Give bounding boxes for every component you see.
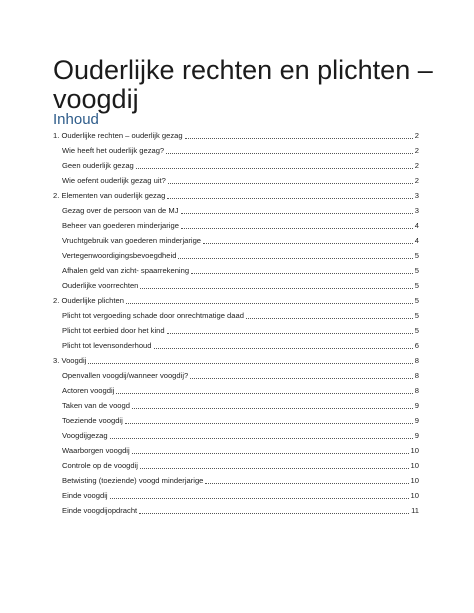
toc-dot-leader: [178, 258, 412, 259]
toc-entry-text: Vertegenwoordigingsbevoegdheid: [62, 251, 177, 260]
toc-dot-leader: [139, 513, 409, 514]
toc-entry-text: Geen ouderlijk gezag: [62, 161, 134, 170]
toc-dot-leader: [110, 438, 413, 439]
toc-dot-leader: [110, 498, 409, 499]
toc-dot-leader: [203, 243, 413, 244]
toc-entry-text: 2. Elementen van ouderlijk gezag: [53, 191, 166, 200]
toc-dot-leader: [181, 213, 413, 214]
toc-entry[interactable]: [53, 427, 419, 441]
toc-entry[interactable]: [53, 352, 419, 366]
toc-entry[interactable]: [53, 292, 419, 306]
toc-page-number: 8: [414, 356, 419, 365]
toc-entry[interactable]: [53, 322, 419, 336]
toc-entry-text: Wie oefent ouderlijk gezag uit?: [62, 176, 166, 185]
toc-entry[interactable]: [53, 157, 419, 171]
toc-entry[interactable]: [53, 247, 419, 261]
toc-dot-leader: [126, 303, 413, 304]
toc-entry-text: Ouderlijke voorrechten: [62, 281, 139, 290]
toc-dot-leader: [116, 393, 412, 394]
toc-entry[interactable]: [53, 367, 419, 381]
toc-page-number: 11: [411, 506, 419, 515]
toc-dot-leader: [88, 363, 412, 364]
toc-entry[interactable]: [53, 202, 419, 216]
toc-entry-text: Plicht tot levensonderhoud: [62, 341, 152, 350]
toc-entry[interactable]: [53, 397, 419, 411]
toc-dot-leader: [191, 273, 413, 274]
toc-page-number: 5: [414, 266, 419, 275]
toc-entry[interactable]: [53, 307, 419, 321]
toc-entry-text: Betwisting (toeziende) voogd minderjarige: [62, 476, 204, 485]
toc-entry-text: Toeziende voogdij: [62, 416, 123, 425]
toc-dot-leader: [140, 468, 409, 469]
toc-dot-leader: [168, 183, 413, 184]
toc-dot-leader: [154, 348, 413, 349]
toc-entry-text: Taken van de voogd: [62, 401, 130, 410]
toc-dot-leader: [185, 138, 413, 139]
toc-page-number: 3: [414, 191, 419, 200]
toc-entry[interactable]: [53, 442, 419, 456]
toc-page-number: 10: [410, 491, 419, 500]
toc-entry-text: Plicht tot eerbied door het kind: [62, 326, 165, 335]
toc-entry-text: Gezag over de persoon van de MJ: [62, 206, 179, 215]
toc-page-number: 5: [414, 281, 419, 290]
toc-dot-leader: [125, 423, 413, 424]
toc-entry-text: Einde voogdij: [62, 491, 108, 500]
toc-page-number: 2: [414, 131, 419, 140]
toc-dot-leader: [205, 483, 408, 484]
toc-entry[interactable]: [53, 457, 419, 471]
toc-entry[interactable]: [53, 277, 419, 291]
toc-entry[interactable]: [53, 187, 419, 201]
toc-page-number: 9: [414, 431, 419, 440]
toc-page-number: 5: [414, 311, 419, 320]
toc-entry-text: 3. Voogdij: [53, 356, 87, 365]
toc-entry-text: 2. Ouderlijke plichten: [53, 296, 124, 305]
toc-dot-leader: [167, 333, 413, 334]
toc-page-number: 2: [414, 161, 419, 170]
toc-entry-text: 1. Ouderlijke rechten – ouderlijk gezag: [53, 131, 183, 140]
toc-entry[interactable]: [53, 217, 419, 231]
toc-entry[interactable]: [53, 142, 419, 156]
toc-entry[interactable]: [53, 502, 419, 516]
toc-page-number: 5: [414, 251, 419, 260]
toc-entry-text: Einde voogdijopdracht: [62, 506, 138, 515]
toc-dot-leader: [166, 153, 413, 154]
toc-entry-text: Beheer van goederen minderjarige: [62, 221, 179, 230]
toc-dot-leader: [140, 288, 412, 289]
toc-entry-text: Actoren voogdij: [62, 386, 115, 395]
toc-page-number: 9: [414, 401, 419, 410]
toc-page-number: 3: [414, 206, 419, 215]
toc-entry[interactable]: [53, 382, 419, 396]
toc-entry[interactable]: [53, 262, 419, 276]
toc-dot-leader: [136, 168, 413, 169]
toc-dot-leader: [132, 453, 409, 454]
toc-page-number: 8: [414, 386, 419, 395]
toc-page-number: 10: [410, 446, 419, 455]
toc-entry[interactable]: [53, 472, 419, 486]
toc-page-number: 10: [410, 461, 419, 470]
toc-entry[interactable]: [53, 487, 419, 501]
toc-dot-leader: [181, 228, 413, 229]
toc-entry-text: Plicht tot vergoeding schade door onrechtmatige daad: [62, 311, 244, 320]
toc-entry-text: Vruchtgebruik van goederen minderjarige: [62, 236, 202, 245]
toc-heading: Inhoud: [53, 111, 99, 128]
toc-entry-text: Wie heeft het ouderlijk gezag?: [62, 146, 165, 155]
toc-page-number: 10: [410, 476, 419, 485]
toc-entry[interactable]: [53, 172, 419, 186]
toc-entry[interactable]: [53, 127, 419, 141]
toc-page-number: 8: [414, 371, 419, 380]
toc-dot-leader: [132, 408, 413, 409]
toc-entry-text: Openvallen voogdij/wanneer voogdij?: [62, 371, 189, 380]
toc-entry-text: Controle op de voogdij: [62, 461, 138, 470]
document-title: Ouderlijke rechten en plichten – voogdij: [53, 55, 433, 114]
toc-page-number: 5: [414, 296, 419, 305]
toc-entry-text: Afhalen geld van zicht- spaarrekening: [62, 266, 190, 275]
toc-page-number: 4: [414, 236, 419, 245]
toc-page-number: 4: [414, 221, 419, 230]
toc-entry[interactable]: [53, 412, 419, 426]
toc-page-number: 5: [414, 326, 419, 335]
toc-page-number: 2: [414, 176, 419, 185]
toc-entry-text: Voogdijgezag: [62, 431, 108, 440]
toc-page-number: 2: [414, 146, 419, 155]
toc-dot-leader: [246, 318, 413, 319]
toc-page-number: 6: [414, 341, 419, 350]
toc-dot-leader: [190, 378, 413, 379]
toc-dot-leader: [167, 198, 412, 199]
toc-page-number: 9: [414, 416, 419, 425]
toc-entry[interactable]: [53, 232, 419, 246]
toc-entry-text: Waarborgen voogdij: [62, 446, 130, 455]
toc-entry[interactable]: [53, 337, 419, 351]
